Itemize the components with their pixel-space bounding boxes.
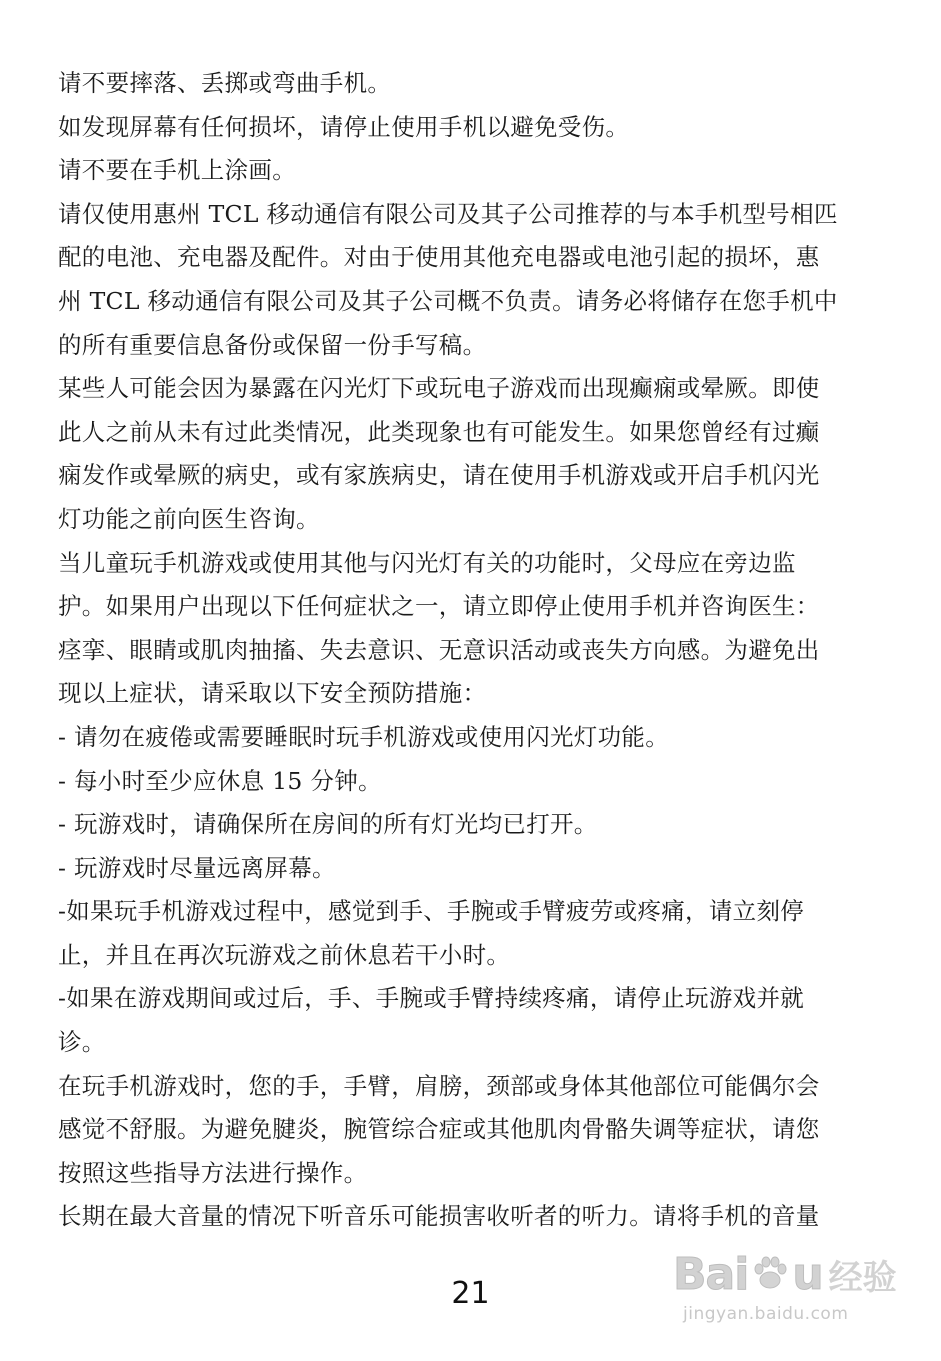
text-line: 诊。 (58, 1028, 106, 1057)
text-line: 州 TCL 移动通信有限公司及其子公司概不负责。请务必将储存在您手机中 (58, 286, 838, 315)
text-line: - 玩游戏时，请确保所在房间的所有灯光均已打开。 (58, 810, 598, 839)
text-line: 按照这些指导方法进行操作。 (58, 1158, 368, 1187)
text-line: 痉挛、眼睛或肌肉抽搐、失去意识、无意识活动或丧失方向感。为避免出 (58, 635, 820, 664)
text-line: 当儿童玩手机游戏或使用其他与闪光灯有关的功能时，父母应在旁边监 (58, 548, 796, 577)
text-line: 在玩手机游戏时，您的手，手臂，肩膀，颈部或身体其他部位可能偶尔会 (58, 1071, 820, 1100)
text-line: 止，并且在再次玩游戏之前休息若干小时。 (58, 940, 511, 969)
text-line: 此人之前从未有过此类情况，此类现象也有可能发生。如果您曾经有过癫 (58, 417, 820, 446)
page-number: 21 (451, 1276, 490, 1311)
text-line: 长期在最大音量的情况下听音乐可能损害收听者的听力。请将手机的音量 (58, 1202, 820, 1231)
text-line: 痫发作或晕厥的病史，或有家族病史，请在使用手机游戏或开启手机闪光 (58, 461, 820, 490)
text-line: - 请勿在疲倦或需要睡眠时玩手机游戏或使用闪光灯功能。 (58, 722, 670, 751)
watermark-logo-text-left: Bai (673, 1248, 749, 1300)
text-line: - 每小时至少应休息 15 分钟。 (58, 766, 382, 795)
text-line: -如果在游戏期间或过后，手、手腕或手臂持续疼痛，请停止玩游戏并就 (58, 984, 805, 1013)
text-line: 灯功能之前向医生咨询。 (58, 504, 320, 533)
text-line: 请不要在手机上涂画。 (58, 156, 296, 185)
text-line: 某些人可能会因为暴露在闪光灯下或玩电子游戏而出现癫痫或晕厥。即使 (58, 374, 820, 403)
watermark-url: jingyan.baidu.com (683, 1304, 849, 1324)
text-line: 感觉不舒服。为避免腱炎，腕管综合症或其他肌肉骨骼失调等症状，请您 (58, 1115, 820, 1144)
text-line: 护。如果用户出现以下任何症状之一，请立即停止使用手机并咨询医生： (58, 592, 820, 621)
text-line: 请仅使用惠州 TCL 移动通信有限公司及其子公司推荐的与本手机型号相匹 (58, 199, 838, 228)
text-line: - 玩游戏时尽量远离屏幕。 (58, 853, 336, 882)
watermark-logo-cn: 经验 (828, 1257, 897, 1298)
watermark-logo-text-right: u (792, 1248, 823, 1300)
text-line: 如发现屏幕有任何损坏，请停止使用手机以避免受伤。 (58, 112, 630, 141)
text-line: 的所有重要信息备份或保留一份手写稿。 (58, 330, 487, 359)
text-line: -如果玩手机游戏过程中，感觉到手、手腕或手臂疲劳或疼痛，请立刻停 (58, 897, 805, 926)
text-line: 配的电池、充电器及配件。对由于使用其他充电器或电池引起的损坏，惠 (58, 243, 820, 272)
text-line: 现以上症状，请采取以下安全预防措施： (58, 679, 487, 708)
document-body (58, 62, 888, 1239)
text-line: 请不要摔落、丢掷或弯曲手机。 (58, 69, 392, 97)
